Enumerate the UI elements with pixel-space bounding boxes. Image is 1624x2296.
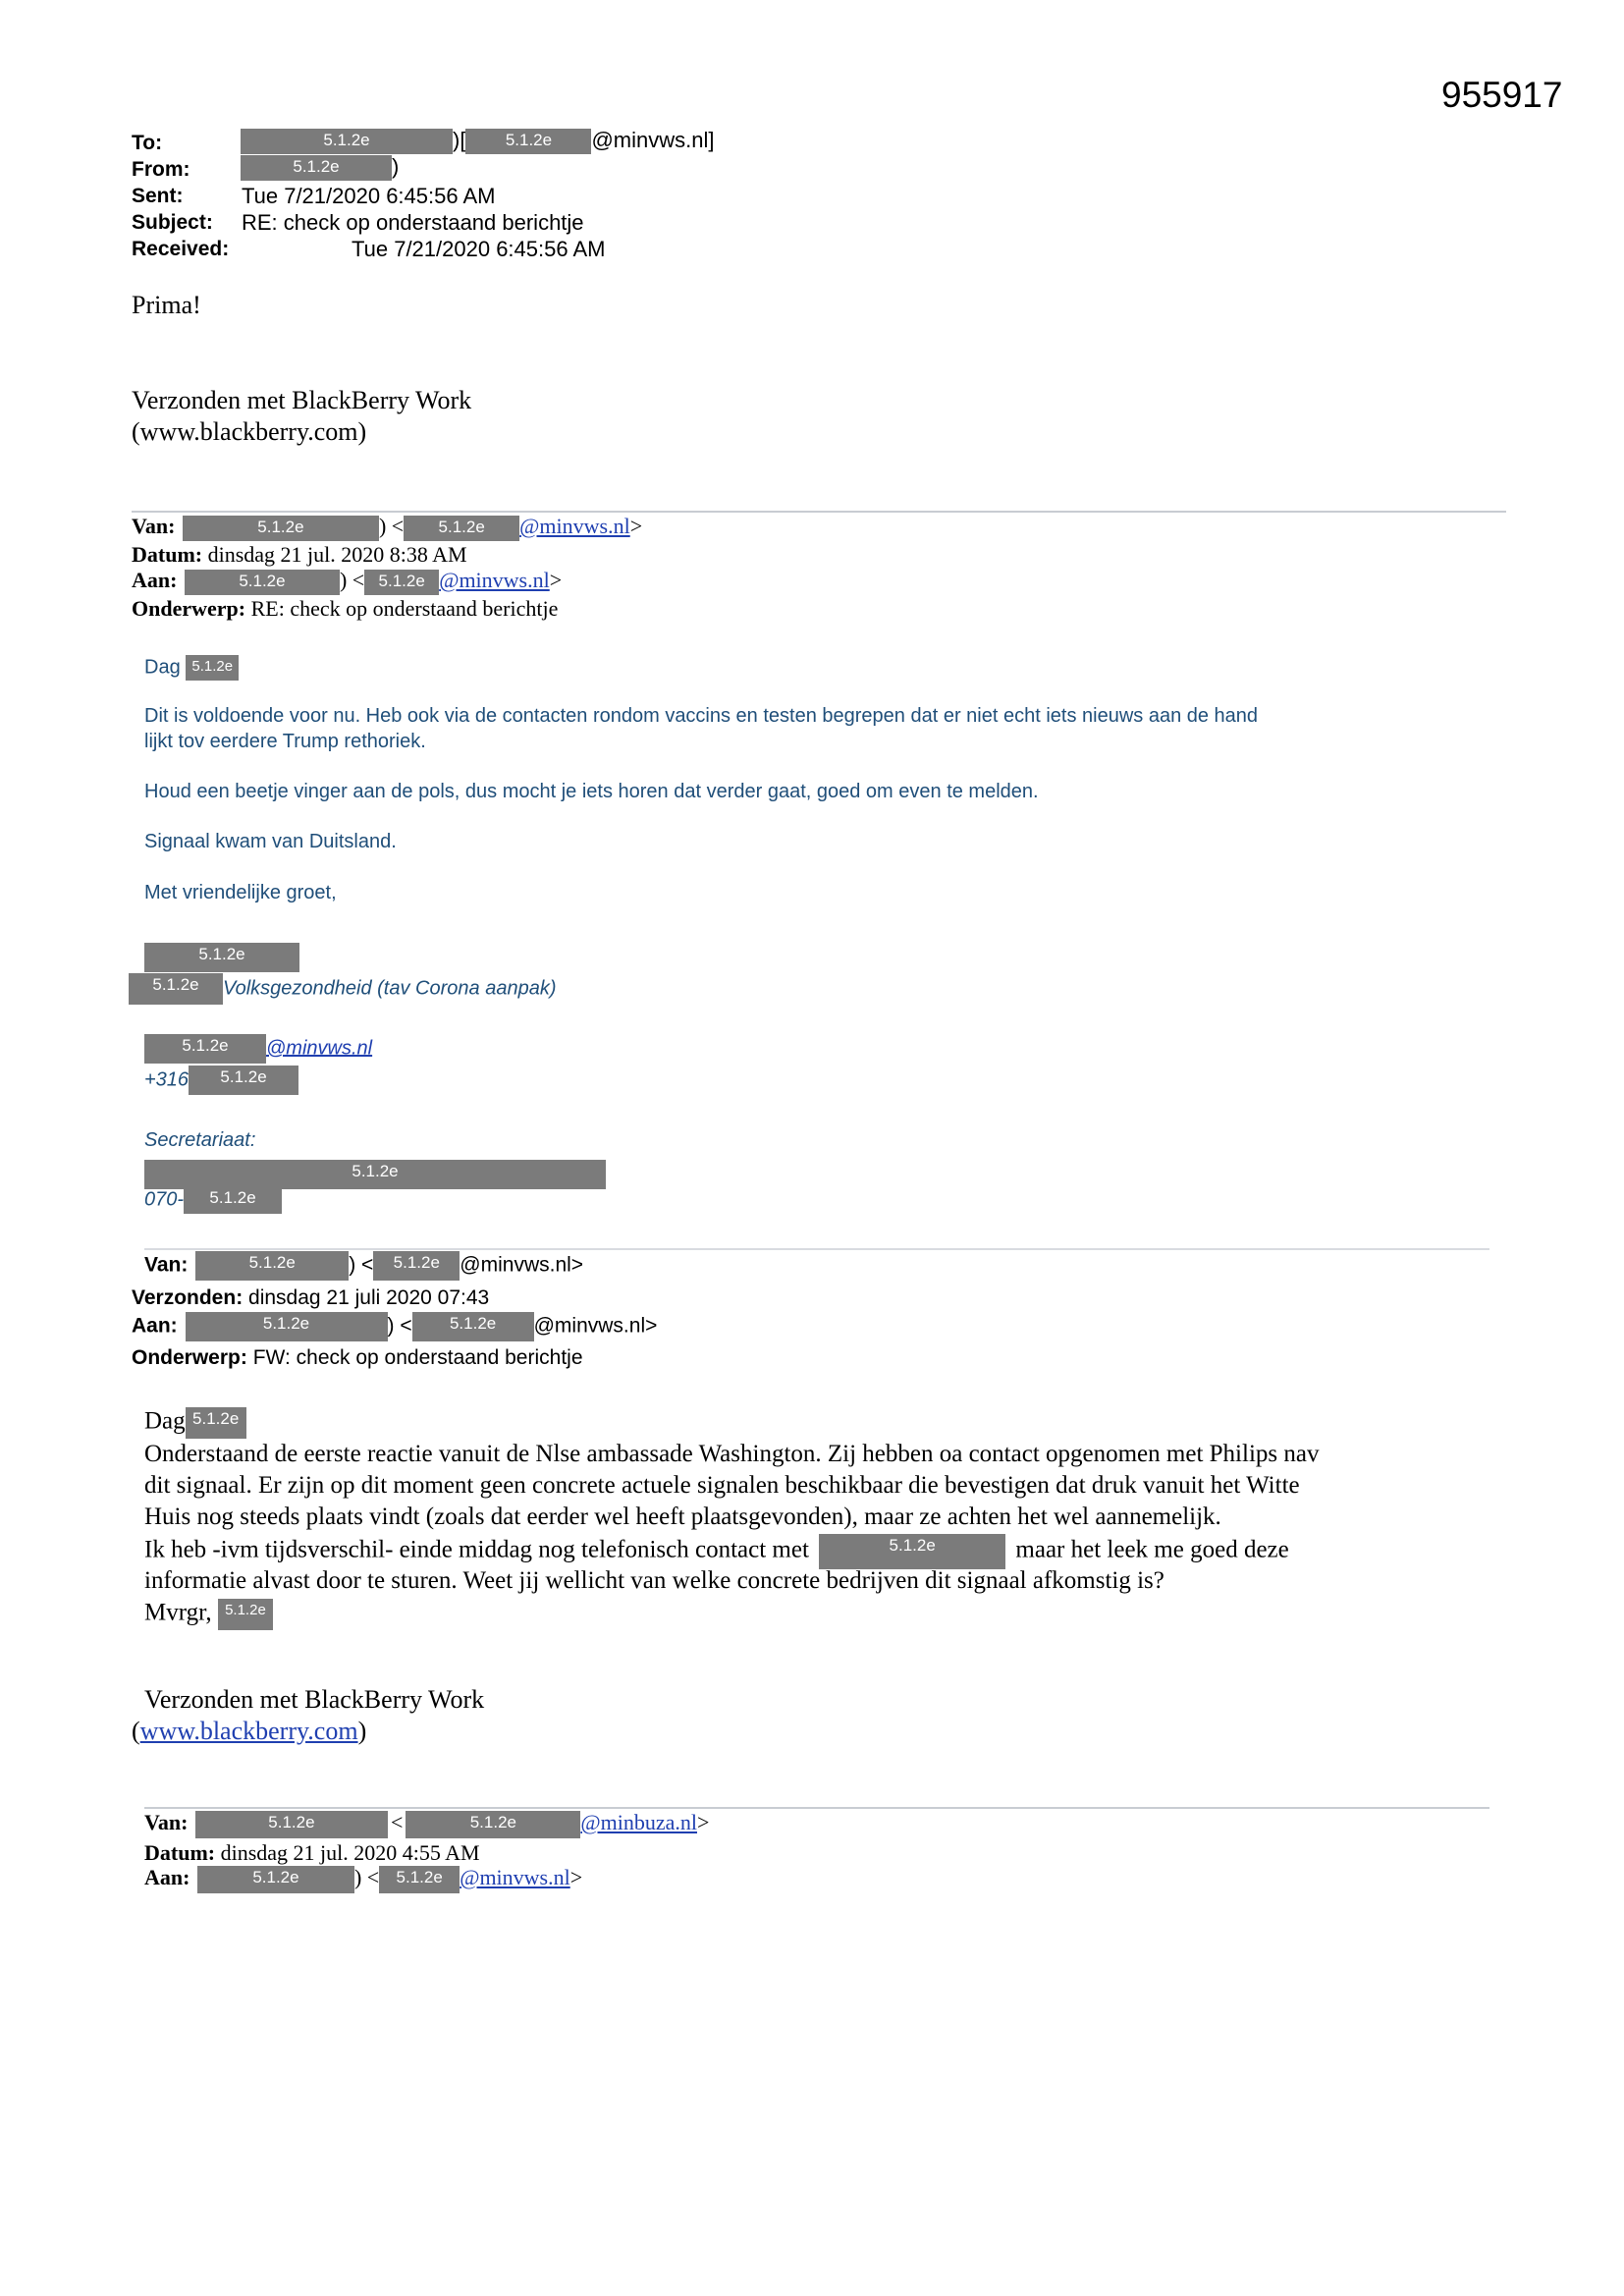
mail2-para1-line2: lijkt tov eerdere Trump rethoriek. — [144, 731, 426, 752]
redaction-box: 5.1.2e — [819, 1534, 1005, 1569]
redaction-box: 5.1.2e — [129, 973, 223, 1005]
mail3-greeting — [144, 1407, 246, 1439]
mail4-van — [144, 1810, 709, 1838]
aan-email-link[interactable]: @minvws.nl — [439, 568, 550, 592]
paren-open: ( — [132, 1717, 140, 1745]
van-gt: > — [629, 514, 643, 538]
greeting-text: Dag — [144, 656, 181, 679]
sig-email-line — [144, 1034, 372, 1064]
van-label: Van: — [144, 1253, 189, 1277]
to-domain: @minvws.nl] — [591, 128, 715, 152]
body-line4-start: Ik heb -ivm tijdsverschil- einde middag nog telefonisch contact met — [144, 1536, 809, 1563]
reply-signature-line1: Verzonden met BlackBerry Work — [132, 386, 472, 414]
redaction-box: 5.1.2e — [218, 1599, 273, 1630]
sig-sec-phone-prefix: 070- — [144, 1188, 185, 1211]
from-label: From: — [132, 158, 190, 181]
mail3-aan — [132, 1312, 657, 1341]
aan-email-link[interactable]: @minvws.nl — [460, 1865, 570, 1889]
redaction-box: 5.1.2e — [364, 570, 439, 595]
onderwerp-value: FW: check op onderstaand berichtje — [252, 1346, 583, 1369]
redaction-box: 5.1.2e — [406, 1811, 580, 1838]
sig-sec-phone-line — [144, 1186, 282, 1214]
reply-body: Prima! — [132, 291, 201, 319]
mail2-greeting — [144, 655, 239, 681]
redaction-box: 5.1.2e — [465, 129, 591, 154]
redaction-box: 5.1.2e — [197, 1866, 354, 1893]
divider — [132, 511, 1506, 513]
redaction-box: 5.1.2e — [241, 129, 453, 154]
mail3-closing — [144, 1599, 273, 1630]
redaction-box: 5.1.2e — [195, 1811, 388, 1838]
aan-separator: ) < — [387, 1314, 412, 1338]
redaction-box: 5.1.2e — [412, 1312, 534, 1341]
sent-label: Sent: — [132, 185, 184, 207]
mail2-para1-line1: Dit is voldoende voor nu. Heb ook via de contacten rondom vaccins en testen begrepen dat er niet echt iets nieuws aan de hand — [144, 705, 1259, 727]
greeting-text: Dag — [144, 1407, 186, 1435]
redaction-box: 5.1.2e — [144, 1034, 266, 1064]
redaction-box: 5.1.2e — [241, 155, 392, 181]
mail3-verzonden — [132, 1286, 489, 1310]
received-label: Received: — [132, 238, 230, 260]
sig-sec-name — [144, 1160, 606, 1189]
mail3-van — [144, 1251, 583, 1281]
sig-phone-line — [144, 1066, 298, 1095]
redaction-box: 5.1.2e — [186, 1312, 388, 1341]
body-line4-end: maar het leek me goed deze — [1015, 1536, 1289, 1563]
aan-gt: > — [569, 1865, 583, 1889]
redaction-box: 5.1.2e — [373, 1251, 460, 1281]
mail2-van — [132, 514, 642, 541]
aan-label: Aan: — [132, 1314, 178, 1338]
divider — [144, 1807, 1489, 1809]
mail3-body-line5: informatie alvast door te sturen. Weet jij wellicht van welke concrete bedrijven dit signaal afkomstig is? — [144, 1567, 1164, 1594]
redaction-box: 5.1.2e — [195, 1251, 349, 1281]
van-email-link[interactable]: @minvws.nl — [519, 514, 630, 538]
from-value — [241, 154, 399, 181]
redaction-box: 5.1.2e — [183, 516, 379, 541]
mail3-signature-line1: Verzonden met BlackBerry Work — [144, 1685, 485, 1714]
mail2-para2: Houd een beetje vinger aan de pols, dus mocht je iets horen dat verder gaat, goed om even te melden. — [144, 781, 1039, 802]
mail2-datum — [132, 542, 467, 568]
van-email-link[interactable]: @minbuza.nl — [580, 1810, 697, 1834]
closing-text: Mvrgr, — [144, 1599, 212, 1626]
redaction-box: 5.1.2e — [186, 1407, 246, 1439]
van-separator: ) < — [349, 1253, 374, 1277]
mail4-aan — [144, 1865, 582, 1893]
van-gt: > — [697, 1810, 710, 1834]
redaction-box: 5.1.2e — [379, 1866, 460, 1893]
sig-email-link[interactable]: @minvws.nl — [266, 1037, 373, 1060]
datum-value: dinsdag 21 jul. 2020 8:38 AM — [207, 542, 467, 567]
redaction-box: 5.1.2e — [185, 570, 340, 595]
document-number: 955917 — [1441, 75, 1563, 115]
mail2-closing: Met vriendelijke groet, — [144, 882, 337, 903]
van-domain: @minvws.nl> — [460, 1253, 584, 1277]
sig-phone-prefix: +316 — [144, 1068, 189, 1091]
mail3-onderwerp — [132, 1346, 583, 1370]
divider — [144, 1248, 1489, 1250]
sig-title-line — [129, 973, 556, 1005]
redaction-box: 5.1.2e — [186, 655, 239, 681]
to-separator: )[ — [453, 128, 466, 152]
subject-value: RE: check op onderstaand berichtje — [242, 210, 584, 235]
onderwerp-label: Onderwerp: — [132, 596, 246, 621]
reply-signature-line2: (www.blackberry.com) — [132, 417, 367, 446]
van-separator: < — [390, 1810, 404, 1834]
aan-domain: @minvws.nl> — [533, 1314, 658, 1338]
mail3-body-line4 — [144, 1534, 1289, 1569]
aan-separator: ) < — [353, 1865, 380, 1889]
verzonden-label: Verzonden: — [132, 1286, 244, 1309]
mail3-signature-line2 — [132, 1717, 366, 1746]
redaction-box: 5.1.2e — [189, 1066, 298, 1095]
blackberry-link[interactable]: www.blackberry.com — [139, 1717, 358, 1745]
redaction-box: 5.1.2e — [144, 1160, 606, 1189]
mail3-body-line2: dit signaal. Er zijn op dit moment geen concrete actuele signalen beschikbaar die bevestigen dat druk vanuit het Witte — [144, 1472, 1300, 1499]
sig-title: Volksgezondheid (tav Corona aanpak) — [223, 977, 557, 1000]
redaction-box: 5.1.2e — [404, 516, 519, 541]
redaction-box: 5.1.2e — [184, 1186, 282, 1214]
paren-close: ) — [357, 1717, 367, 1745]
van-label: Van: — [132, 514, 176, 538]
mail4-datum — [144, 1840, 480, 1866]
mail3-body-line1: Onderstaand de eerste reactie vanuit de Nlse ambassade Washington. Zij hebben oa contact opgenomen met Philips nav — [144, 1441, 1320, 1467]
aan-label: Aan: — [144, 1865, 190, 1889]
to-value — [241, 128, 714, 154]
mail2-para3: Signaal kwam van Duitsland. — [144, 831, 397, 852]
mail2-aan — [132, 568, 562, 595]
datum-label: Datum: — [132, 542, 203, 567]
to-label: To: — [132, 132, 163, 154]
datum-value: dinsdag 21 jul. 2020 4:55 AM — [220, 1840, 480, 1865]
sig-name — [144, 943, 299, 972]
aan-separator: ) < — [339, 568, 365, 592]
subject-label: Subject: — [132, 211, 213, 234]
from-close: ) — [392, 154, 400, 179]
verzonden-value: dinsdag 21 juli 2020 07:43 — [248, 1286, 490, 1309]
van-label: Van: — [144, 1810, 189, 1834]
received-value: Tue 7/21/2020 6:45:56 AM — [352, 237, 606, 261]
onderwerp-label: Onderwerp: — [132, 1346, 247, 1369]
sent-value: Tue 7/21/2020 6:45:56 AM — [242, 184, 496, 208]
redaction-box: 5.1.2e — [144, 943, 299, 972]
aan-label: Aan: — [132, 568, 178, 592]
mail2-onderwerp — [132, 596, 558, 622]
van-separator: ) < — [378, 514, 405, 538]
datum-label: Datum: — [144, 1840, 216, 1865]
onderwerp-value: RE: check op onderstaand berichtje — [250, 596, 559, 621]
mail3-body-line3: Huis nog steeds plaats vindt (zoals dat eerder wel heeft plaatsgevonden), maar ze achten het wel aannemelijk. — [144, 1503, 1221, 1530]
sig-secretariaat: Secretariaat: — [144, 1129, 256, 1151]
aan-gt: > — [549, 568, 563, 592]
